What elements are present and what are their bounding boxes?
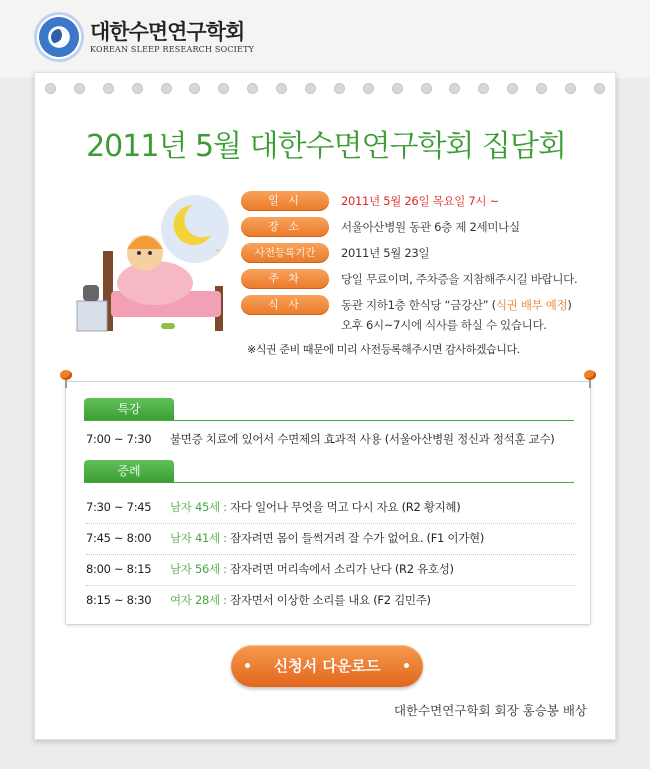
society-logo[interactable] — [34, 12, 254, 62]
case-section-tab: 증례 — [84, 460, 174, 482]
page-title: 2011년 5월 대한수면연구학회 집담회 — [86, 129, 566, 164]
lecture-divider — [84, 420, 574, 421]
case-time: 7:30 ~ 7:45 — [86, 500, 152, 514]
program-board — [65, 381, 591, 625]
lecture-text: 불면증 치료에 있어서 수면제의 효과적 사용 (서울아산병원 정신과 정석훈 교수) — [170, 432, 555, 446]
lecture-row — [86, 426, 576, 452]
case-row — [86, 587, 576, 613]
signature: 대한수면연구학회 회장 홍승봉 배상 — [393, 703, 587, 718]
lecture-time: 7:00 ~ 7:30 — [86, 432, 152, 446]
case-row — [86, 525, 576, 551]
meal-label: 식 사 — [241, 295, 329, 315]
case-text: 잠자면서 이상한 소리를 내요 (F2 김민주) — [226, 593, 431, 607]
download-button-label: 신청서 다운로드 — [273, 657, 381, 675]
registration-value: 2011년 5월 23일 — [341, 246, 430, 260]
pushpin-icon — [60, 370, 72, 388]
datetime-label: 일 시 — [241, 191, 329, 211]
case-text: 잠자려면 몸이 들썩거려 잘 수가 없어요. (F1 이가현) — [226, 531, 485, 545]
info-row-datetime — [241, 191, 611, 211]
notice-paper — [34, 72, 616, 740]
meal-location: 동관 지하1층 한식당 “금강산” ( — [341, 298, 496, 312]
registration-note: ※식권 준비 때문에 미리 사전등록해주시면 감사하겠습니다. — [247, 343, 520, 356]
case-divider — [84, 482, 574, 483]
logo-english-name: KOREAN SLEEP RESEARCH SOCIETY — [90, 44, 255, 54]
venue-value: 서울아산병원 동관 6층 제 2세미나실 — [341, 220, 520, 234]
venue-label: 장 소 — [241, 217, 329, 237]
bullet-dot — [245, 663, 250, 668]
meal-ticket-note: 식권 배부 예정 — [495, 298, 568, 312]
bullet-dot — [404, 663, 409, 668]
event-info — [241, 191, 611, 341]
case-time: 8:00 ~ 8:15 — [86, 562, 152, 576]
case-patient: 남자 41세 : — [170, 531, 227, 545]
parking-label: 주 차 — [241, 269, 329, 289]
row-divider — [86, 523, 576, 524]
case-patient: 남자 56세 : — [170, 562, 227, 576]
datetime-value: 2011년 5월 26일 목요일 7시 ~ — [341, 194, 499, 208]
case-row — [86, 556, 576, 582]
society-emblem-icon — [34, 12, 84, 62]
info-row-parking — [241, 269, 611, 289]
case-text: 자다 일어나 무엇을 먹고 다시 자요 (R2 황지혜) — [226, 500, 461, 514]
case-row — [86, 494, 576, 520]
registration-label: 사전등록기간 — [241, 243, 329, 263]
meal-time: 오후 6시~7시에 식사를 하실 수 있습니다. — [341, 318, 547, 332]
row-divider — [86, 554, 576, 555]
svg-text:✦: ✦ — [215, 247, 221, 255]
row-divider — [86, 585, 576, 586]
info-row-registration — [241, 243, 611, 263]
svg-text:✦: ✦ — [173, 214, 181, 224]
logo-korean-name: 대한수면연구학회 — [90, 19, 245, 44]
meal-close-paren: ) — [567, 298, 572, 312]
lecture-section-tab: 특강 — [84, 398, 174, 420]
download-form-button[interactable] — [231, 645, 423, 687]
case-text: 잠자려면 머리속에서 소리가 난다 (R2 유호성) — [226, 562, 454, 576]
case-time: 7:45 ~ 8:00 — [86, 531, 152, 545]
info-row-meal — [241, 295, 611, 335]
binder-holes — [45, 83, 605, 99]
info-row-venue — [241, 217, 611, 237]
case-time: 8:15 ~ 8:30 — [86, 593, 152, 607]
pushpin-icon — [584, 370, 596, 388]
parking-value: 당일 무료이며, 주차증을 지참해주시길 바랍니다. — [341, 272, 578, 286]
case-patient: 남자 45세 : — [170, 500, 227, 514]
meal-value — [341, 295, 572, 335]
sleepless-person-illustration — [75, 191, 235, 341]
case-patient: 여자 28세 : — [170, 593, 227, 607]
